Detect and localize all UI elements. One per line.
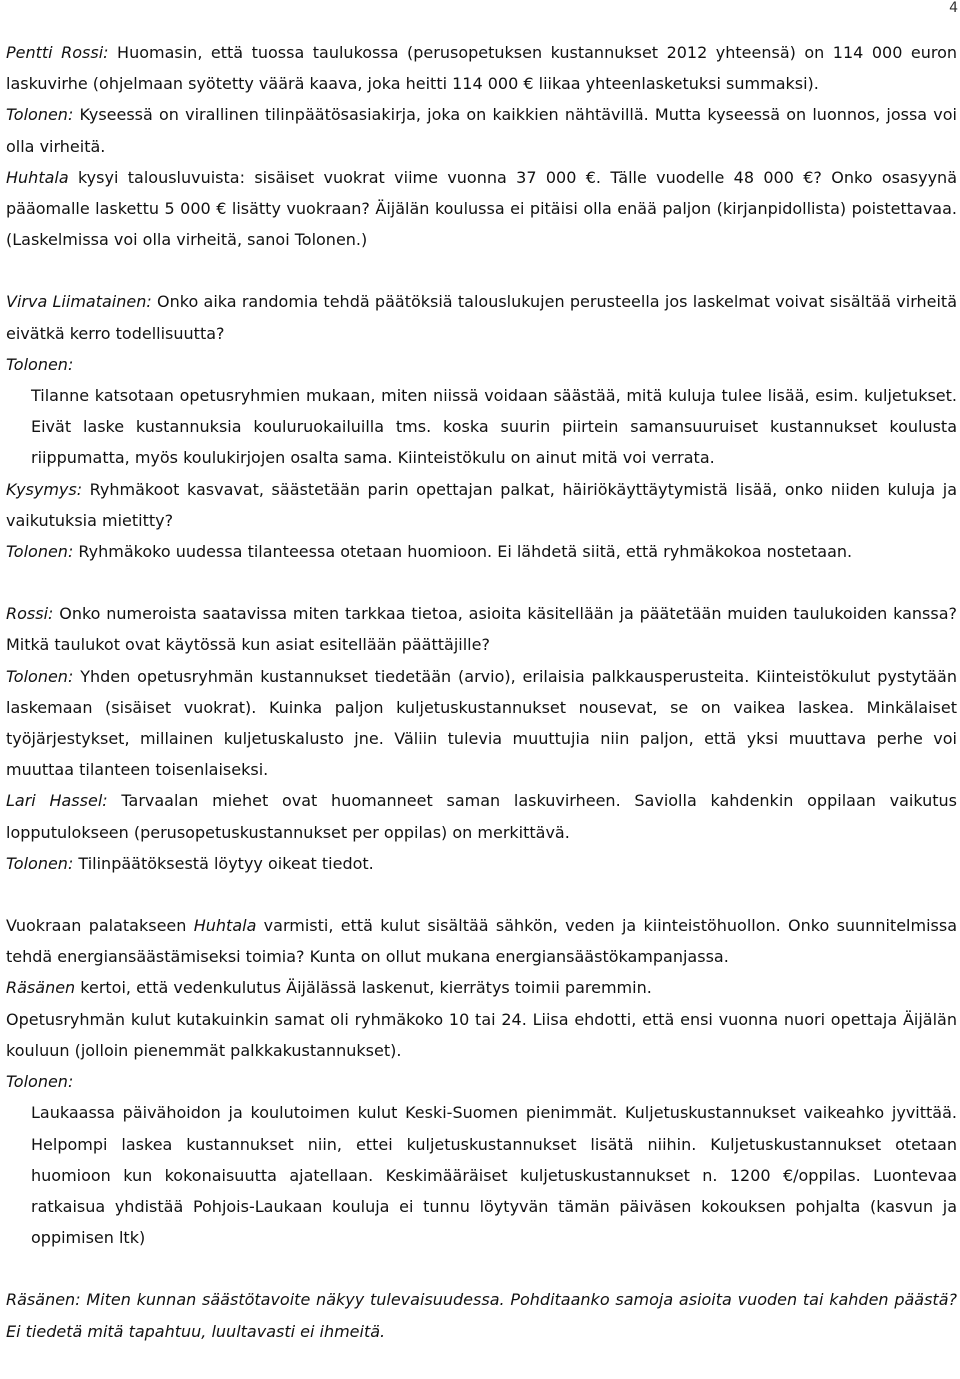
speaker-label: Tolonen: — [6, 542, 74, 562]
paragraph-text: Ryhmäkoot kasvavat, säästetään parin opettajan palkat, häiriökäyttäytymistä lisää, onko niiden kuluja ja vaikutuksia mietitty? — [6, 479, 957, 530]
paragraph — [6, 1066, 957, 1097]
paragraph — [6, 785, 957, 847]
paragraph-text: Kyseessä on virallinen tilinpäätösasiakirja, joka on kaikkien nähtävillä. Mutta kyseessä on luonnos, jossa voi olla virheitä. — [6, 105, 957, 156]
paragraph-text: Opetusryhmän kulut kutakuinkin samat oli ryhmäkoko 10 tai 24. Liisa ehdotti, että ensi vuonna nuori opettaja Äijälän kouluun (jolloin pienemmät palkkakustannukset). — [6, 1009, 957, 1060]
paragraph — [6, 162, 957, 256]
paragraph-text: kertoi, että vedenkulutus Äijälässä laskenut, kierrätys toimii paremmin. — [75, 978, 652, 998]
page-number: 4 — [949, 0, 958, 16]
paragraph — [6, 1284, 957, 1346]
speaker-label: Pentti Rossi: — [6, 43, 109, 62]
speaker-label: Räsänen — [6, 978, 76, 998]
paragraph — [6, 474, 957, 536]
speaker-label: Tolonen: — [6, 105, 74, 125]
paragraph-text: varmisti, että kulut sisältää sähkön, veden ja kiinteistöhuollon. Onko suunnitelmissa tehdä energiansäästämiseksi toimia? Kunta on ollut mukana energiansäästökampanjassa. — [6, 916, 957, 967]
paragraph — [6, 910, 957, 972]
paragraph-text: Onko aika randomia tehdä päätöksiä talouslukujen perusteella jos laskelmat voivat sisältää virheitä eivätkä kerro todellisuutta? — [6, 292, 958, 343]
paragraph — [6, 286, 957, 348]
paragraph — [6, 1004, 957, 1066]
paragraph — [6, 536, 957, 567]
paragraph-gap — [6, 567, 957, 598]
paragraph-gap — [6, 255, 957, 286]
indented-paragraph — [6, 1097, 957, 1253]
paragraph-text: Ryhmäkoko uudessa tilanteessa otetaan huomioon. Ei lähdetä siitä, että ryhmäkokoa nostetaan. — [73, 542, 853, 562]
speaker-label: Tolonen: — [6, 1072, 74, 1092]
paragraph-text: kysyi talousluvuista: sisäiset vuokrat viime vuonna 37 000 €. Tälle vuodelle 48 000 €? Onko osasyynä pääomalle laskettu 5 000 € lisätty vuokraan? Äijälän koulussa ei pitäisi olla enää paljon (kirjanpidollista) poistettavaa. (Laskelmissa voi olla virheitä, sanoi Tolonen.) — [6, 167, 957, 250]
paragraph-text: Onko numeroista saatavissa miten tarkkaa tietoa, asioita käsitellään ja päätetään muiden taulukoiden kanssa? Mitkä taulukot ovat käytössä kun asiat esitellään päättäjille? — [6, 604, 957, 655]
speaker-label: Huhtala — [193, 916, 257, 936]
paragraph — [6, 598, 957, 660]
speaker-label: Lari Hassel: — [6, 791, 108, 811]
speaker-label: Räsänen: Miten kunnan säästötavoite näkyy tulevaisuudessa. Pohditaanko samoja asioita vuoden tai kahden päästä? Ei tiedetä mitä tapahtuu, luultavasti ei ihmeitä. — [6, 1290, 957, 1341]
paragraph-gap — [6, 879, 957, 910]
paragraph-text: Tilanne katsotaan opetusryhmien mukaan, miten niissä voidaan säästää, mitä kuluja tulee lisää, esim. kuljetukset. Eivät laske kustannuksia kouluruokailuilla tms. koska suurin piirtein samansuuruiset kustannukset koulusta riippumatta, myös koulukirjojen osalta sama. Kiinteistökulu on ainut mitä voi verrata. — [31, 386, 957, 468]
paragraph-text: Laukaassa päivähoidon ja koulutoimen kulut Keski-Suomen pienimmät. Kuljetuskustannukset vaikeahko jyvittää. Helpompi laskea kustannukset niin, ettei kuljetuskustannukset lisätä niihin. Kuljetuskustannukset otetaan huomioon kun kokonaisuutta ajatellaan. Keskimääräiset kuljetuskustannukset n. 1200 €/oppilas. Luontevaa ratkaisua yhdistää Pohjois-Laukaan kouluja ei tunnu löytyvän tämän päiväsen kokouksen pohjalta (kasvun ja oppimisen ltk) — [31, 1103, 957, 1248]
paragraph — [6, 37, 957, 99]
paragraph — [6, 661, 957, 786]
speaker-label: Kysymys: — [6, 479, 83, 499]
paragraph-text: Vuokraan palatakseen — [6, 916, 194, 936]
speaker-label: Tolonen: — [6, 853, 74, 873]
paragraph — [6, 848, 957, 879]
paragraph-text: Tarvaalan miehet ovat huomanneet saman laskuvirheen. Saviolla kahdenkin oppilaan vaikutus lopputulokseen (perusopetuskustannukset per oppilas) on merkittävä. — [6, 791, 958, 842]
paragraph-text: Yhden opetusryhmän kustannukset tiedetään (arvio), erilaisia palkkausperusteita. Kiinteistökulut pystytään laskemaan (sisäiset vuokrat). Kuinka paljon kuljetuskustannukset nousevat, se on vaikea laskea. Minkälaiset työjärjestykset, millainen kuljetuskalusto jne. Väliin tulevia muuttujia niin paljon, että yksi muuttava perhe voi muuttaa tilanteen toisenlaiseksi. — [6, 666, 957, 780]
paragraph — [6, 99, 957, 161]
indented-paragraph — [6, 380, 957, 474]
speaker-label: Huhtala — [6, 167, 69, 187]
document-body — [6, 37, 957, 1347]
speaker-label: Virva Liimatainen: — [6, 292, 152, 312]
paragraph — [6, 349, 957, 380]
paragraph-text: Tilinpäätöksestä löytyy oikeat tiedot. — [73, 853, 374, 873]
paragraph-text: Huomasin, että tuossa taulukossa (perusopetuksen kustannukset 2012 yhteensä) on 114 000 euron laskuvirhe (ohjelmaan syötetty väärä kaava, joka heitti 114 000 € liikaa yhteenlasketuksi summaksi). — [6, 43, 958, 94]
speaker-label: Tolonen: — [6, 666, 74, 686]
speaker-label: Tolonen: — [6, 354, 74, 374]
paragraph-gap — [6, 1253, 957, 1284]
speaker-label: Rossi: — [6, 604, 54, 624]
paragraph — [6, 972, 957, 1003]
